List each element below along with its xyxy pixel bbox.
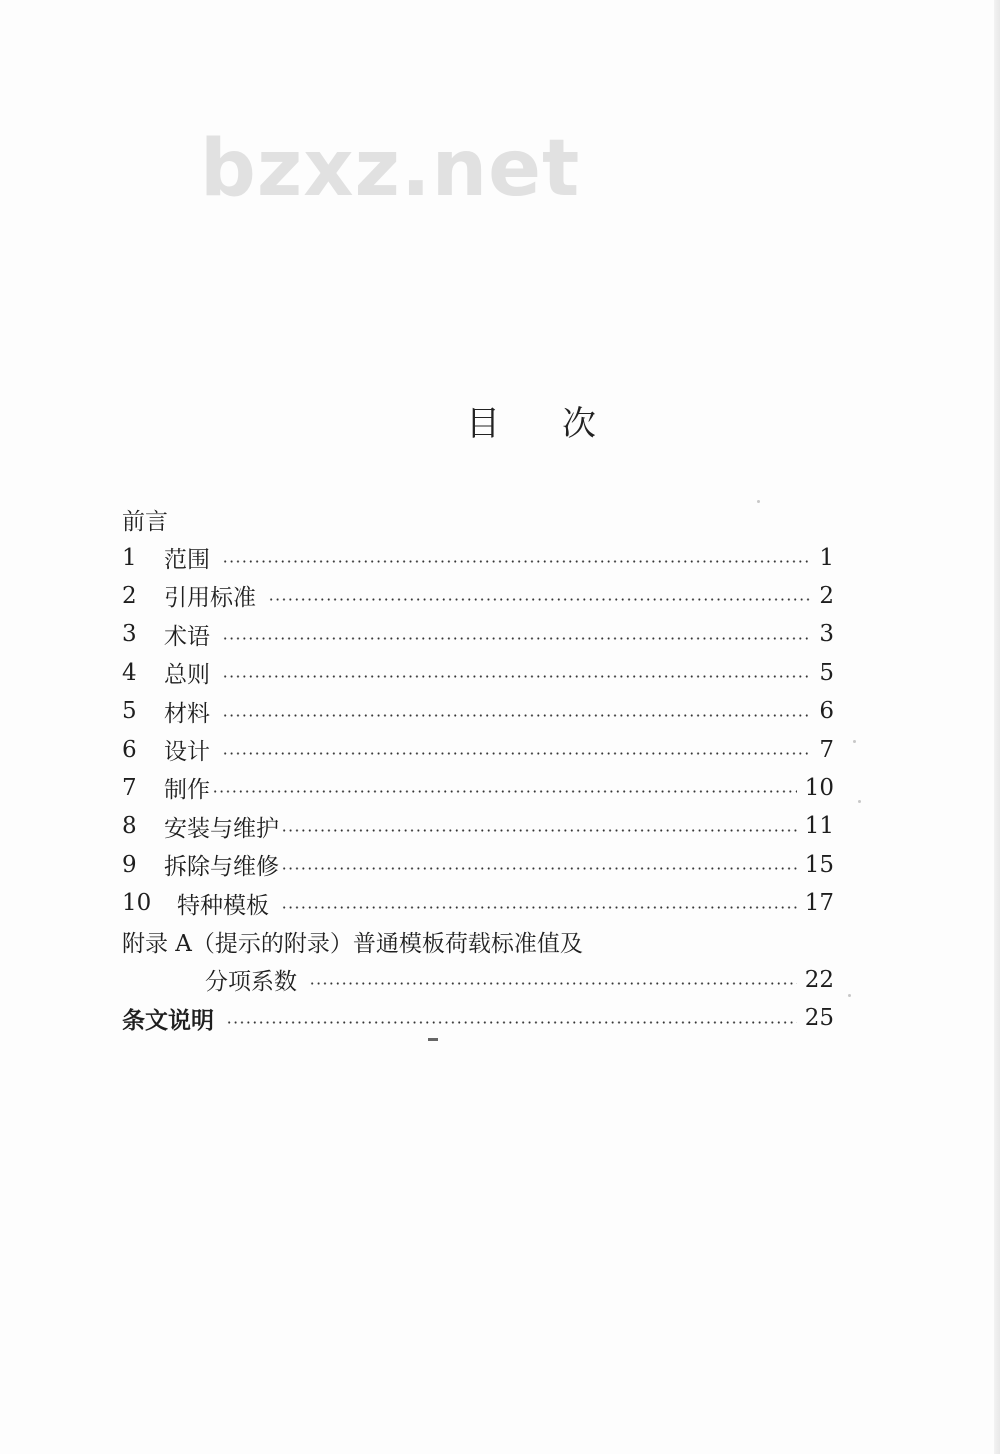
table-of-contents — [122, 500, 834, 1037]
page-edge — [994, 0, 1000, 1454]
toc-entry-number: 1 — [122, 544, 137, 571]
toc-entry-2[interactable] — [122, 577, 834, 615]
toc-entry-1[interactable] — [122, 538, 834, 576]
toc-entry-page: 3 — [819, 621, 834, 648]
toc-entry-7[interactable] — [122, 769, 834, 807]
dot-leader — [226, 1021, 797, 1024]
toc-entry-number: 8 — [122, 813, 137, 840]
toc-explanation[interactable] — [122, 999, 834, 1037]
watermark: bzxz.net — [200, 124, 581, 214]
toc-appendix-a-continuation[interactable] — [122, 961, 834, 999]
dot-leader — [222, 675, 810, 678]
dot-leader — [212, 790, 797, 793]
dot-leader — [222, 560, 810, 563]
scan-speck — [853, 740, 856, 743]
toc-entry-number: 10 — [122, 890, 152, 917]
toc-entry-3[interactable] — [122, 615, 834, 653]
toc-entry-label: 引用标准 — [164, 585, 256, 612]
toc-entry-label: 制作 — [164, 777, 210, 804]
toc-preface-label: 前言 — [122, 508, 168, 535]
toc-entry-label: 材料 — [164, 700, 210, 727]
dot-leader — [281, 906, 797, 909]
dot-leader — [268, 598, 810, 601]
toc-entry-number: 7 — [122, 774, 137, 801]
toc-preface[interactable] — [122, 500, 834, 538]
toc-entry-label: 安装与维护 — [164, 815, 279, 842]
dot-leader — [309, 982, 797, 985]
toc-entry-page: 11 — [804, 813, 834, 840]
toc-explanation-label: 条文说明 — [122, 1006, 214, 1034]
scan-speck — [848, 994, 851, 997]
toc-entry-page: 10 — [804, 774, 834, 801]
toc-entry-number: 3 — [122, 621, 137, 648]
toc-entry-page: 6 — [819, 698, 834, 725]
toc-entry-page: 17 — [804, 890, 834, 917]
toc-entry-label: 术语 — [164, 623, 210, 650]
scan-speck — [858, 800, 861, 803]
toc-entry-label: 范围 — [164, 547, 210, 574]
toc-entry-page: 25 — [804, 1005, 834, 1032]
toc-entry-label: 设计 — [164, 739, 210, 766]
toc-entry-number: 4 — [122, 659, 137, 686]
toc-entry-6[interactable] — [122, 730, 834, 768]
toc-title: 目次 — [466, 404, 658, 444]
page-mark — [428, 1038, 438, 1041]
toc-entry-number: 9 — [122, 851, 137, 878]
toc-entry-label: 总则 — [164, 662, 210, 689]
toc-entry-5[interactable] — [122, 692, 834, 730]
toc-appendix-label: 附录 A（提示的附录）普通模板荷载标准值及 — [122, 930, 583, 957]
toc-entry-number: 6 — [122, 736, 137, 763]
dot-leader — [222, 752, 810, 755]
toc-entry-page: 7 — [819, 736, 834, 763]
dot-leader — [281, 829, 797, 832]
toc-entry-page: 15 — [804, 851, 834, 878]
dot-leader — [281, 867, 797, 870]
toc-entry-label: 拆除与维修 — [164, 854, 279, 881]
toc-entry-number: 5 — [122, 698, 137, 725]
toc-entry-10[interactable] — [122, 884, 834, 922]
dot-leader — [222, 714, 810, 717]
toc-entry-page: 22 — [804, 966, 834, 993]
toc-entry-page: 1 — [819, 544, 834, 571]
toc-appendix-label-continued: 分项系数 — [205, 969, 297, 996]
toc-appendix-a-title[interactable] — [122, 922, 834, 960]
toc-entry-8[interactable] — [122, 807, 834, 845]
dot-leader — [222, 637, 810, 640]
toc-entry-page: 5 — [819, 659, 834, 686]
toc-entry-number: 2 — [122, 582, 137, 609]
scan-speck — [757, 500, 760, 503]
toc-entry-label: 特种模板 — [177, 892, 269, 919]
toc-entry-9[interactable] — [122, 846, 834, 884]
toc-entry-4[interactable] — [122, 654, 834, 692]
toc-entry-page: 2 — [819, 582, 834, 609]
